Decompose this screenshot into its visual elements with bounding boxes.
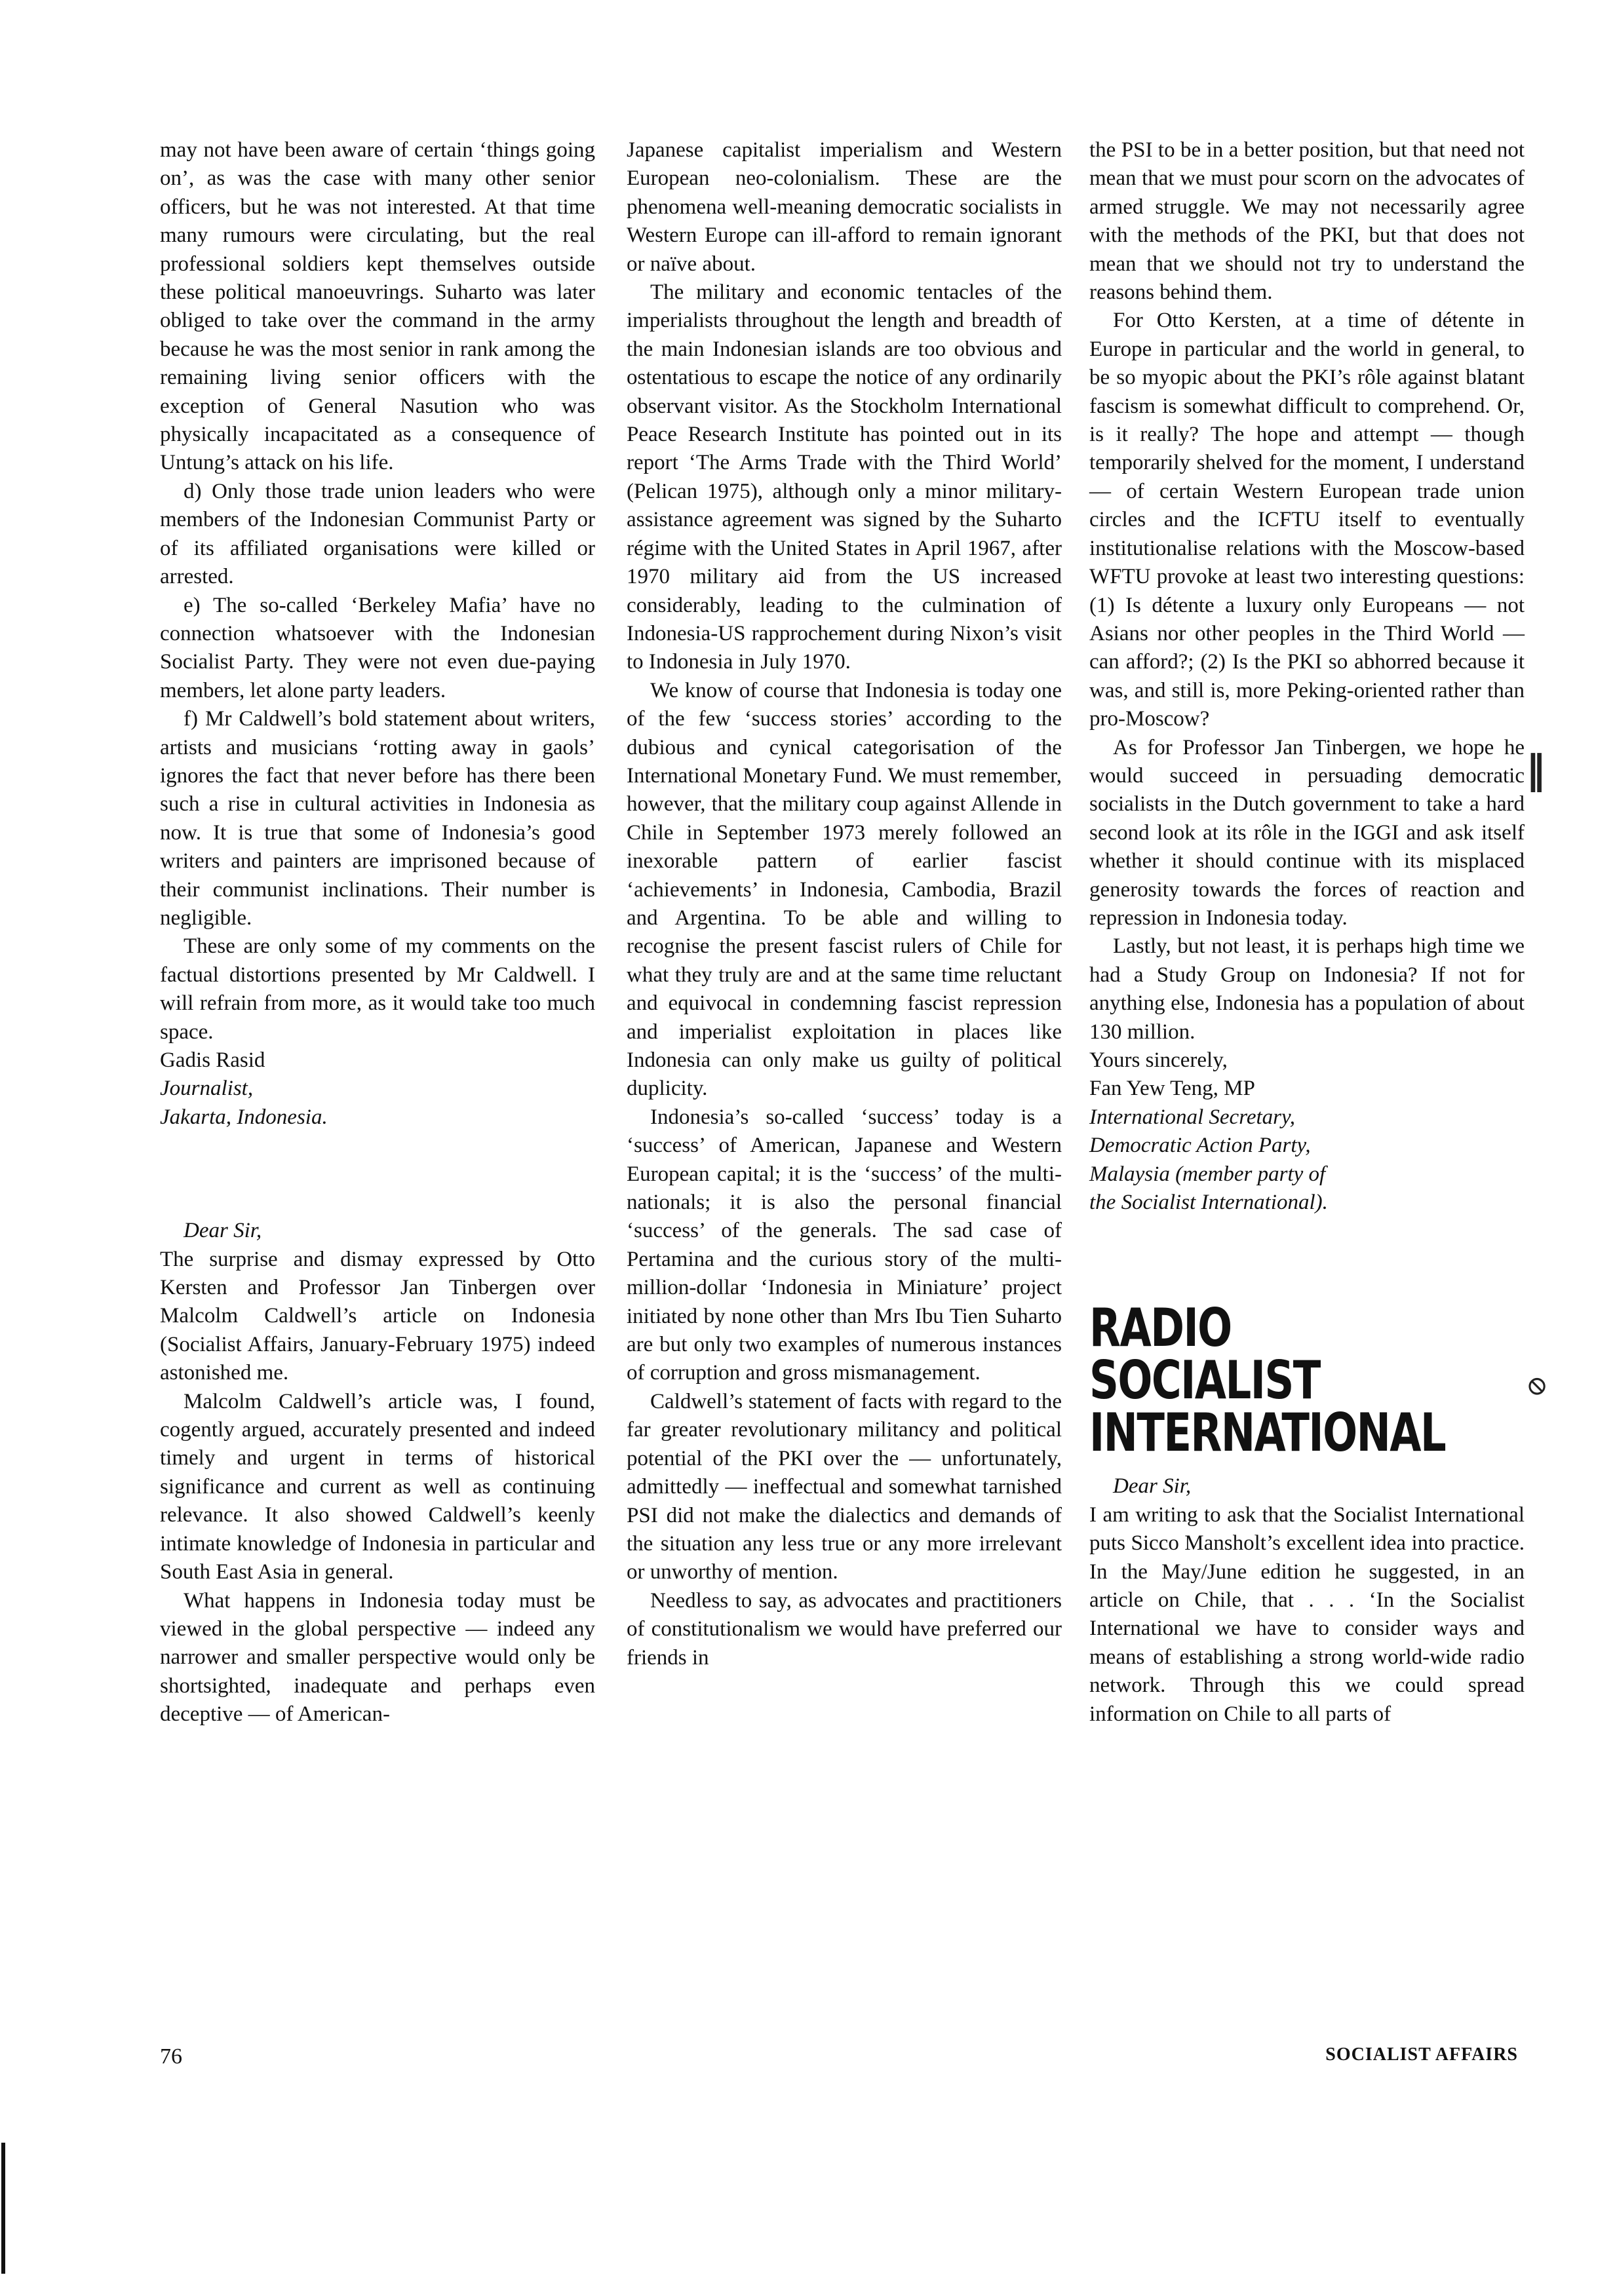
page-number: 76 <box>160 2044 182 2069</box>
spacer <box>160 1132 595 1217</box>
paragraph: Needless to say, as advocates and practitioners of constitutionalism we would have preferred our friends in <box>627 1588 1062 1670</box>
paragraph: the PSI to be in a better position, but that need not mean that we must pour scorn on the advocates of armed struggle. We may not necessarily agree with the methods of the PKI, but that does not mean that we should not try to understand the reasons behind them. <box>1089 138 1525 305</box>
column-3 <box>1089 136 1525 1729</box>
paragraph: We know of course that Indonesia is today one of the few ‘success stories’ according to the dubious and cynical categorisation of the International Monetary Fund. We must remember, however, that the military coup against Allende in Chile in September 1973 merely followed an inexorable pattern of earlier fascist ‘achievements’ in Indonesia, Cambodia, Brazil and Argentina. To be able and willing to recognise the present fascist rulers of Chile for what they truly are and at the same time reluctant and equivocal in condemning fascist repression and imperialist exploitation in places like Indonesia can only make us guilty of political duplicity. <box>627 678 1062 1101</box>
paragraph: I am writing to ask that the Socialist International puts Sicco Mansholt’s excellent idea into practice. In the May/June edition he suggested, in an article on Chile, that . . . ‘In the Socialist International we have to consider ways and means of establishing a strong world-wide radio network. Through this we could spread information on Chile to all parts of <box>1089 1502 1525 1726</box>
paragraph: e) The so-called ‘Berkeley Mafia’ have no connection whatsoever with the Indonesian Socialist Party. They were not even due-paying members, let alone party leaders. <box>160 593 595 702</box>
headline-line: INTERNATIONAL <box>1089 1402 1446 1464</box>
paragraph: Lastly, but not least, it is perhaps high time we had a Study Group on Indonesia? If not for anything else, Indonesia has a population of about 130 million. <box>1089 934 1525 1044</box>
paragraph: The military and economic tentacles of the imperialists throughout the length and breadth of the main Indonesian islands are too obvious and ostentatious to escape the notice of any ordinarily observant visitor. As the Stockholm International Peace Research Institute has pointed out in its report ‘The Arms Trade with the Third World’ (Pelican 1975), although only a minor military-assistance agreement was signed by the Suharto régime with the United States in April 1967, after 1970 military aid from the US increased considerably, leading to the culmination of Indonesia-US rapprochement during Nixon’s visit to Indonesia in July 1970. <box>627 280 1062 674</box>
paragraph: Caldwell’s statement of facts with regard to the far greater revolutionary militancy and political potential of the PKI over the — unfortunately, admittedly — ineffectual and somewhat tarnished PSI did not make the dialectics and demands of the situation any less true or any more irrelevant or unworthy of mention. <box>627 1389 1062 1584</box>
paragraph: Japanese capitalist imperialism and Western European neo-colonialism. These are the phenomena well-meaning democratic socialists in Western Europe can ill-afford to remain ignorant or naïve about. <box>627 138 1062 276</box>
paragraph: These are only some of my comments on the factual distortions presented by Mr Caldwell. I will refrain from more, as it would take too much space. <box>160 934 595 1044</box>
margin-annotation-mark: ⦸ <box>1528 1369 1546 1400</box>
signature-title: Journalist, <box>160 1077 254 1101</box>
signature-line: Democratic Action Party, <box>1089 1134 1311 1158</box>
closing: Yours sincerely, <box>1089 1048 1228 1072</box>
paragraph: As for Professor Jan Tinbergen, we hope he would succeed in persuading democratic socialists in the Dutch government to take a hard second look at its rôle in the IGGI and ask itself whether it should continue with its misplaced generosity towards the forces of reaction and repression in Indonesia today. <box>1089 735 1525 930</box>
column-1 <box>160 136 595 1729</box>
headline-line: RADIO <box>1089 1297 1232 1359</box>
headline-line: SOCIALIST <box>1089 1350 1320 1411</box>
paragraph: The surprise and dismay expressed by Otto Kersten and Professor Jan Tinbergen over Malcolm Caldwell’s article on Indonesia (Socialist Affairs, January-February 1975) indeed astonished me. <box>160 1247 595 1385</box>
signature-name: Fan Yew Teng, MP <box>1089 1077 1255 1101</box>
paragraph: d) Only those trade union leaders who were members of the Indonesian Communist Party or of its affiliated organisations were killed or arrested. <box>160 479 595 589</box>
signature-line: Malaysia (member party of <box>1089 1162 1326 1186</box>
signature-place: Jakarta, Indonesia. <box>160 1105 328 1129</box>
scan-edge-line <box>1 2143 5 2274</box>
paragraph: Malcolm Caldwell’s article was, I found, cogently argued, accurately presented and indeed timely and urgent in terms of historical significance and current as well as continuing relevance. It also showed Caldwell’s keenly intimate knowledge of Indonesia in particular and South East Asia in general. <box>160 1389 595 1584</box>
spacer <box>1089 1217 1525 1302</box>
running-title: SOCIALIST AFFAIRS <box>1325 2044 1518 2065</box>
salutation: Dear Sir, <box>184 1219 262 1243</box>
paragraph: f) Mr Caldwell’s bold statement about writers, artists and musicians ‘rotting away in gaols’ ignores the fact that never before has there been such a rise in cultural activities in Indonesia as now. It is true that some of Indonesia’s good writers and painters are imprisoned because of their communist inclinations. Their number is negligible. <box>160 707 595 930</box>
column-2 <box>627 136 1062 1672</box>
paragraph: What happens in Indonesia today must be viewed in the global perspective — indeed any narrower and smaller perspective would only be shortsighted, inadequate and perhaps even deceptive — of American- <box>160 1588 595 1727</box>
signature-line: the Socialist International). <box>1089 1191 1328 1215</box>
salutation: Dear Sir, <box>1113 1474 1192 1499</box>
paragraph: For Otto Kersten, at a time of détente in Europe in particular and the world in general, to be so myopic about the PKI’s rôle against blatant fascism is somewhat difficult to comprehend. Or, is it really? The hope and attempt — though temporarily shelved for the moment, I understand — of certain Western European trade union circles and the ICFTU itself to eventually institutionalise relations with the Moscow-based WFTU provoke at least two interesting questions: (1) Is détente a luxury only Europeans — not Asians nor other peoples in the Third World — can afford?; (2) Is the PKI so abhorred because it was, and still is, more Peking-oriented rather than pro-Moscow? <box>1089 309 1525 731</box>
margin-annotation-mark: ‖ <box>1526 747 1546 793</box>
paragraph: Indonesia’s so-called ‘success’ today is a ‘success’ of American, Japanese and Western European capital; it is the ‘success’ of the multi-nationals; it is also the personal financial ‘success’ of the generals. The sad case of Pertamina and the curious story of the multi-million-dollar ‘Indonesia in Miniature’ project initiated by none other than Mrs Ibu Tien Suharto are but only two examples of numerous instances of corruption and gross mismanagement. <box>627 1105 1062 1385</box>
signature-line: International Secretary, <box>1089 1105 1296 1129</box>
signature-name: Gadis Rasid <box>160 1048 265 1072</box>
paragraph: may not have been aware of certain ‘things going on’, as was the case with many other senior officers, but he was not interested. At that time many rumours were circulating, but the real professional soldiers kept themselves outside these political manoeuvrings. Suharto was later obliged to take over the command in the army because he was the most senior in rank among the remaining living senior officers with the exception of General Nasution who was physically incapacitated as a consequence of Untung’s attack on his life. <box>160 138 595 475</box>
